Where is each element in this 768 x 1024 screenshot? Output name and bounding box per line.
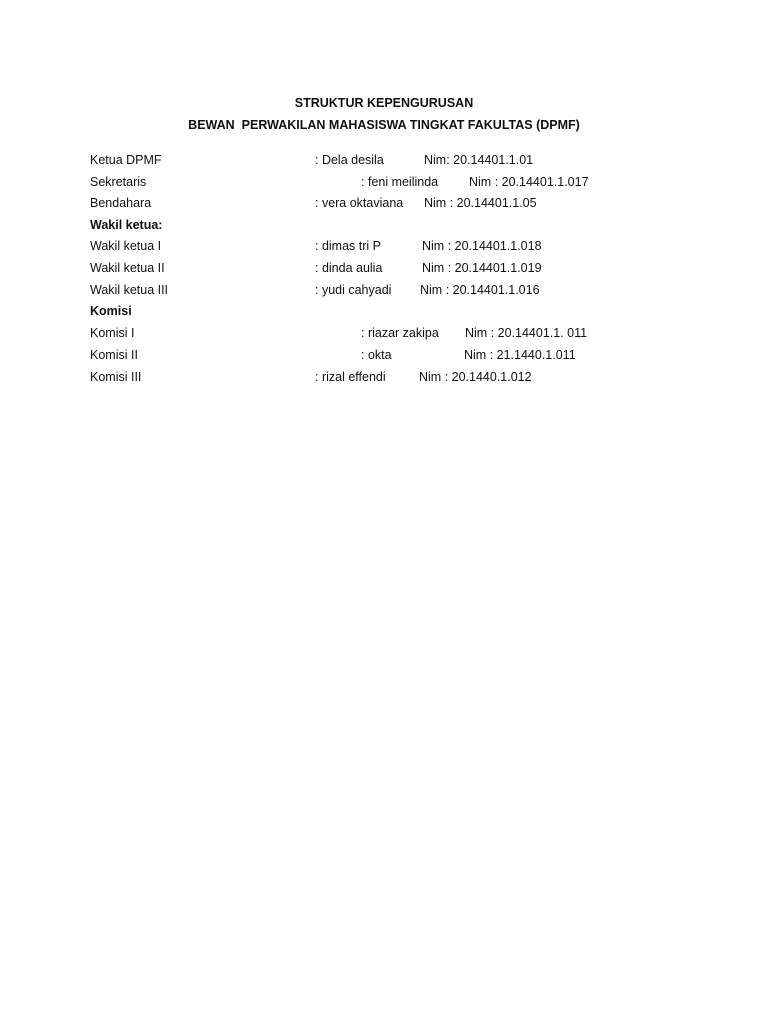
list-item — [0, 194, 768, 212]
list-item — [0, 151, 768, 169]
list-item — [0, 281, 768, 299]
role-label: Bendahara — [90, 196, 152, 210]
member-nim: Nim : 20.14401.1.05 — [424, 196, 537, 210]
section-heading: Wakil ketua: — [90, 218, 163, 232]
role-label: Wakil ketua II — [90, 261, 165, 275]
document-title: STRUKTUR KEPENGURUSAN — [294, 96, 474, 110]
list-item — [0, 259, 768, 277]
member-name: : riazar zakipa — [361, 326, 439, 340]
document-subtitle: BEWAN PERWAKILAN MAHASISWA TINGKAT FAKULTAS (DPMF) — [188, 118, 580, 132]
role-label: Komisi I — [90, 326, 135, 340]
member-nim: Nim : 20.14401.1.016 — [420, 283, 540, 297]
member-nim: Nim : 20.14401.1. 011 — [465, 326, 588, 340]
member-nim: Nim: 20.14401.1.01 — [424, 153, 534, 167]
member-name: : yudi cahyadi — [315, 283, 392, 297]
list-item — [0, 346, 768, 364]
role-label: Wakil ketua I — [90, 239, 162, 253]
member-name: : dinda aulia — [315, 261, 383, 275]
role-label: Sekretaris — [90, 175, 147, 189]
list-item — [0, 368, 768, 386]
list-item — [0, 324, 768, 342]
member-nim: Nim : 21.1440.1.011 — [464, 348, 576, 362]
member-name: : rizal effendi — [315, 370, 386, 384]
member-nim: Nim : 20.14401.1.017 — [469, 175, 589, 189]
list-item — [0, 216, 768, 234]
role-label: Ketua DPMF — [90, 153, 162, 167]
list-item — [0, 173, 768, 191]
member-name: : Dela desila — [315, 153, 384, 167]
member-name: : dimas tri P — [315, 239, 381, 253]
section-heading: Komisi — [90, 304, 132, 318]
member-name: : okta — [361, 348, 392, 362]
member-nim: Nim : 20.14401.1.019 — [422, 261, 542, 275]
member-nim: Nim : 20.1440.1.012 — [419, 370, 532, 384]
list-item — [0, 302, 768, 320]
role-label: Komisi II — [90, 348, 138, 362]
role-label: Wakil ketua III — [90, 283, 169, 297]
list-item — [0, 237, 768, 255]
member-nim: Nim : 20.14401.1.018 — [422, 239, 542, 253]
member-name: : vera oktaviana — [315, 196, 404, 210]
role-label: Komisi III — [90, 370, 142, 384]
member-name: : feni meilinda — [361, 175, 439, 189]
